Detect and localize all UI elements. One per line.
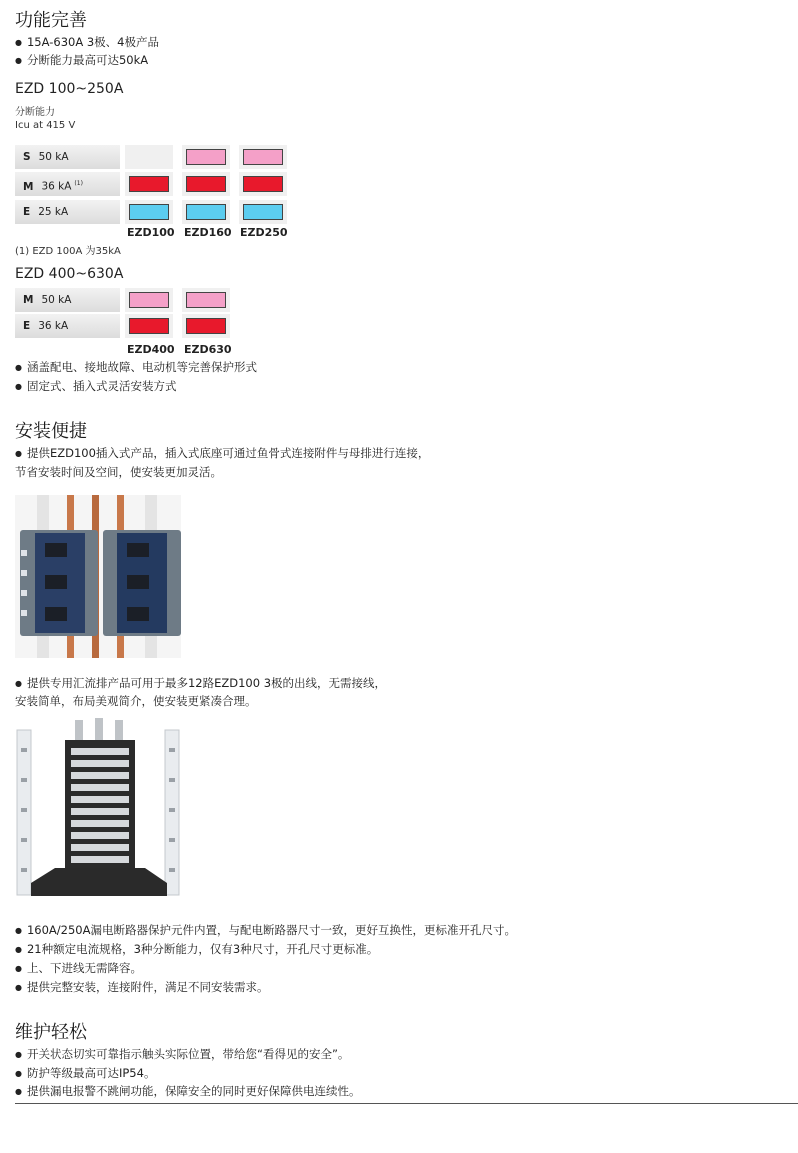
breaking-row-large-m xyxy=(15,288,120,312)
bottom-divider xyxy=(15,1103,798,1104)
cell-m-ezd250 xyxy=(239,172,287,196)
row-value: 36 kA xyxy=(41,180,72,193)
maintenance-bullet-2: ● 防护等级最高可达IP54。 xyxy=(15,1064,155,1084)
feature-bullet-2: ● 分断能力最高可达50kA xyxy=(15,51,148,71)
ezd-small-caption-cn: 分断能力 xyxy=(15,107,55,118)
row-letter: M xyxy=(23,294,34,306)
section-title-install: 安装便捷 xyxy=(15,421,87,442)
swatch-pink xyxy=(186,292,226,308)
install-bullet-2: ● 21种额定电流规格，3种分断能力，仅有3种尺寸，开孔尺寸更标准。 xyxy=(15,940,378,960)
cell-s-ezd160 xyxy=(182,145,230,169)
cell-s-ezd100 xyxy=(125,145,173,169)
install-para1-line1: ● 提供EZD100插入式产品，插入式底座可通过鱼骨式连接附件与母排进行连接， xyxy=(15,444,429,464)
swatch-red xyxy=(129,318,169,334)
swatch-pink xyxy=(186,149,226,165)
swatch-pink xyxy=(129,292,169,308)
model-label-ezd630: EZD630 xyxy=(184,343,232,356)
install-bullet-3: ● 上、下进线无需降容。 xyxy=(15,959,142,979)
row-letter: E xyxy=(23,320,31,332)
swatch-red xyxy=(129,176,169,192)
section-title-maintenance: 维护轻松 xyxy=(15,1022,87,1043)
breaking-row-large-e xyxy=(15,314,120,338)
cell-e-ezd100 xyxy=(125,200,173,224)
model-label-ezd250: EZD250 xyxy=(240,226,288,239)
row-value: 50 kA xyxy=(38,151,69,163)
ezd-large-title: EZD 400~630A xyxy=(15,266,124,282)
cell-m-ezd400 xyxy=(125,288,173,312)
large-bullet-1: ● 涵盖配电、接地故障、电动机等完善保护形式 xyxy=(15,358,257,378)
row-value: 36 kA xyxy=(38,320,69,332)
ezd-small-footnote: (1) EZD 100A 为35kA xyxy=(15,246,121,257)
maintenance-bullet-3: ● 提供漏电报警不跳闸功能，保障安全的同时更好保障供电连续性。 xyxy=(15,1082,360,1102)
large-bullet-2: ● 固定式、插入式灵活安装方式 xyxy=(15,377,176,397)
row-value: 25 kA xyxy=(38,206,69,218)
swatch-red xyxy=(186,176,226,192)
cell-e-ezd400 xyxy=(125,314,173,338)
swatch-red xyxy=(243,176,283,192)
swatch-blue xyxy=(186,204,226,220)
row-letter: E xyxy=(23,206,31,218)
plugin-breaker-photo xyxy=(15,495,181,658)
row-value: 50 kA xyxy=(41,294,72,306)
swatch-blue xyxy=(129,204,169,220)
cell-m-ezd160 xyxy=(182,172,230,196)
model-label-ezd100: EZD100 xyxy=(127,226,175,239)
cell-e-ezd250 xyxy=(239,200,287,224)
breaking-row-e xyxy=(15,200,120,224)
row-footnote-mark: (1) xyxy=(74,180,83,187)
cell-s-ezd250 xyxy=(239,145,287,169)
swatch-pink xyxy=(243,149,283,165)
install-bullet-1: ● 160A/250A漏电断路器保护元件内置，与配电断路器尺寸一致，更好互换性，更标准开孔尺寸。 xyxy=(15,921,516,941)
cell-m-ezd100 xyxy=(125,172,173,196)
swatch-blue xyxy=(243,204,283,220)
row-letter: S xyxy=(23,151,31,163)
maintenance-bullet-1: ● 开关状态切实可靠指示触头实际位置，带给您“看得见的安全”。 xyxy=(15,1045,349,1065)
model-label-ezd160: EZD160 xyxy=(184,226,232,239)
cell-m-ezd630 xyxy=(182,288,230,312)
cell-e-ezd160 xyxy=(182,200,230,224)
breaking-row-s xyxy=(15,145,120,169)
swatch-red xyxy=(186,318,226,334)
cell-e-ezd630 xyxy=(182,314,230,338)
feature-bullet-1: ● 15A-630A 3极、4极产品 xyxy=(15,33,159,53)
row-letter: M xyxy=(23,180,34,193)
breaking-row-m xyxy=(15,172,120,196)
section-title-features: 功能完善 xyxy=(15,10,87,31)
install-para2-line2: 安装简单，布局美观简介，使安装更紧凑合理。 xyxy=(15,694,257,708)
ezd-small-caption-en: Icu at 415 V xyxy=(15,120,76,131)
model-label-ezd400: EZD400 xyxy=(127,343,175,356)
install-bullet-4: ● 提供完整安装，连接附件，满足不同安装需求。 xyxy=(15,978,268,998)
install-para2-line1: ● 提供专用汇流排产品可用于最多12路EZD100 3极的出线，无需接线， xyxy=(15,674,386,694)
install-para1-line2: 节省安装时间及空间，使安装更加灵活。 xyxy=(15,465,222,479)
busbar-distribution-photo xyxy=(15,718,183,900)
ezd-small-title: EZD 100~250A xyxy=(15,81,124,97)
